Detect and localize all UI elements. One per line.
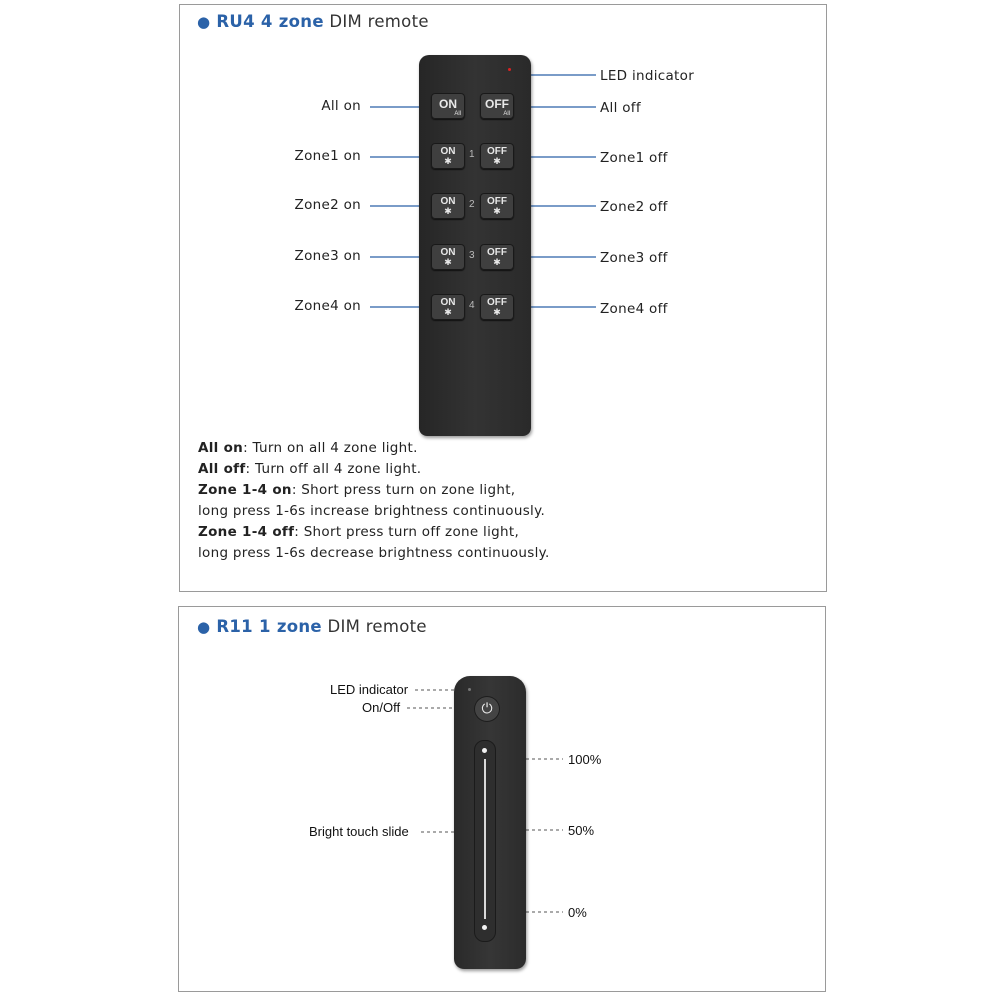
label-zone2-off: Zone2 off [600,199,668,215]
all-on-sub: All [454,111,461,117]
power-button[interactable] [474,696,500,722]
r11-panel [178,606,826,992]
label-50-percent: 50% [568,823,595,838]
label-zone2-on: Zone2 on [294,197,361,213]
zone2-on-button[interactable] [431,193,465,219]
bullet-icon: ● [197,618,211,636]
desc-line [198,543,550,564]
zone4-number: 4 [469,300,475,311]
label-led-indicator: LED indicator [330,682,409,697]
brightness-icon: ✱ [444,206,452,216]
ru4-model: RU4 4 zone [216,12,324,31]
desc-line [198,522,550,543]
led-indicator [508,68,511,71]
slide-max-dot [482,748,487,753]
desc-term: All off [198,461,246,477]
zone1-off-label: OFF [487,146,507,157]
brightness-icon: ✱ [493,156,501,166]
desc-text: long press 1-6s increase brightness continuously. [198,503,546,519]
zone4-on-button[interactable] [431,294,465,320]
desc-text: : Turn off all 4 zone light. [245,461,422,477]
zone2-off-label: OFF [487,196,507,207]
desc-line [198,501,550,522]
zone2-off-button[interactable] [480,193,514,219]
label-bright-touch-slide: Bright touch slide [309,824,409,839]
r11-remote [454,676,526,969]
brightness-icon: ✱ [493,206,501,216]
all-off-button[interactable] [480,93,514,119]
label-zone3-on: Zone3 on [294,248,361,264]
label-on-off: On/Off [362,700,401,715]
ru4-remote [419,55,531,436]
slide-track [484,759,486,919]
brightness-icon: ✱ [444,257,452,267]
ru4-title-suffix: DIM remote [323,12,429,31]
brightness-icon: ✱ [444,307,452,317]
label-zone1-off: Zone1 off [600,150,668,166]
all-off-label: OFF [485,97,509,111]
r11-model: R11 1 zone [216,617,322,636]
ru4-description [198,438,550,564]
desc-text: : Short press turn on zone light, [291,482,516,498]
desc-line [198,438,550,459]
brightness-icon: ✱ [493,307,501,317]
zone1-on-button[interactable] [431,143,465,169]
label-0-percent: 0% [568,905,587,920]
zone3-off-button[interactable] [480,244,514,270]
all-on-button[interactable] [431,93,465,119]
zone3-number: 3 [469,250,475,261]
desc-line [198,480,550,501]
zone1-off-button[interactable] [480,143,514,169]
label-zone3-off: Zone3 off [600,250,668,266]
desc-term: Zone 1-4 on [198,482,292,498]
led-indicator [468,688,471,691]
brightness-icon: ✱ [444,156,452,166]
zone3-on-button[interactable] [431,244,465,270]
label-led-indicator: LED indicator [600,68,695,84]
bright-touch-slide[interactable] [474,740,496,942]
zone3-on-label: ON [440,247,456,258]
zone2-number: 2 [469,199,475,210]
zone3-off-label: OFF [487,247,507,258]
bullet-icon: ● [197,13,211,31]
zone4-on-label: ON [440,297,456,308]
all-on-label: ON [439,97,457,111]
r11-title-suffix: DIM remote [321,617,427,636]
desc-term: All on [198,440,244,456]
desc-text: : Turn on all 4 zone light. [243,440,418,456]
all-off-sub: All [503,111,510,117]
label-zone4-on: Zone4 on [294,298,361,314]
zone2-on-label: ON [440,196,456,207]
zone4-off-button[interactable] [480,294,514,320]
brightness-icon: ✱ [493,257,501,267]
zone1-on-label: ON [440,146,456,157]
label-100-percent: 100% [568,752,602,767]
label-zone1-on: Zone1 on [294,148,361,164]
desc-text: : Short press turn off zone light, [294,524,520,540]
label-zone4-off: Zone4 off [600,301,668,317]
ru4-panel [179,4,827,592]
slide-min-dot [482,925,487,930]
desc-term: Zone 1-4 off [198,524,295,540]
label-all-off: All off [600,100,641,116]
desc-line [198,459,550,480]
zone4-off-label: OFF [487,297,507,308]
label-all-on: All on [321,98,361,114]
desc-text: long press 1-6s decrease brightness continuously. [198,545,550,561]
power-icon: ⏻ [481,701,493,717]
zone1-number: 1 [469,149,475,160]
